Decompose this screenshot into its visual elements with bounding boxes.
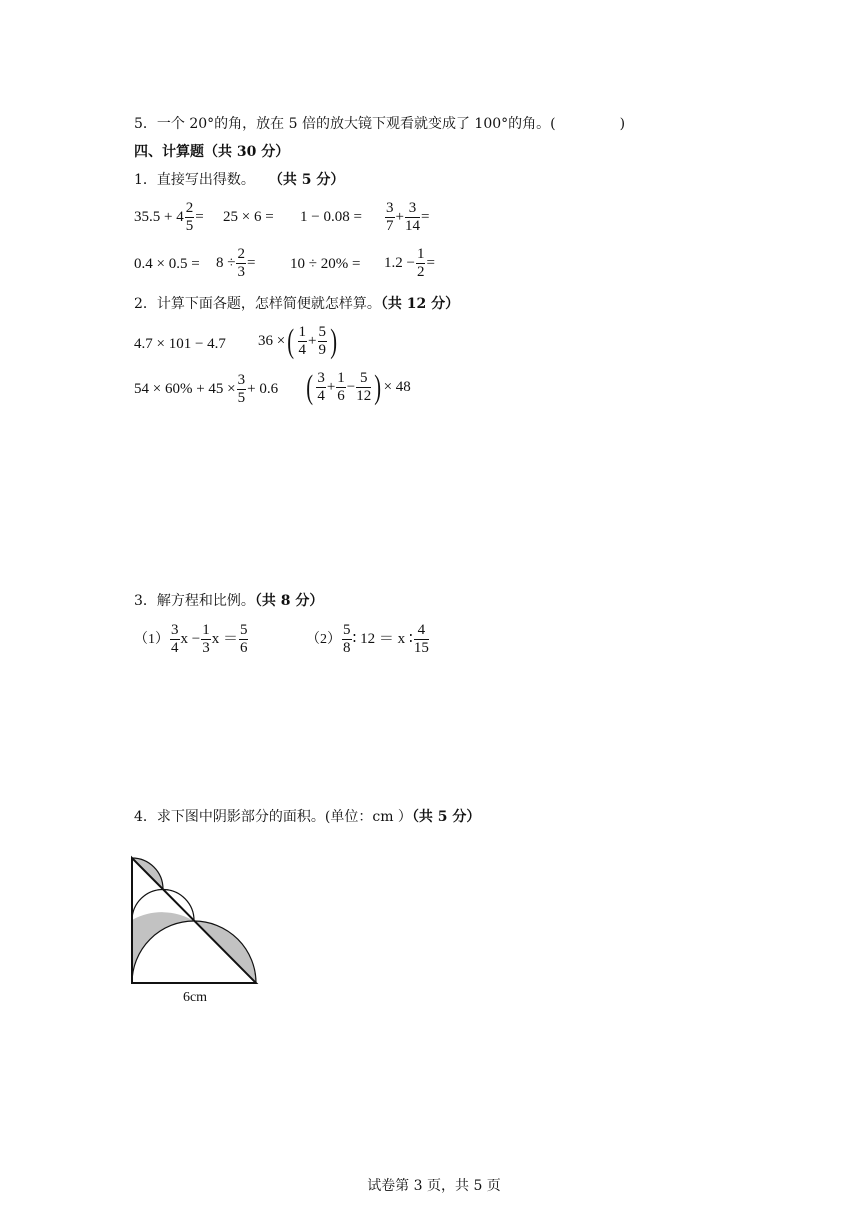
equals: = bbox=[420, 208, 430, 225]
expr-2-4 bbox=[304, 370, 411, 405]
fraction: $\frac{3}{5}$ bbox=[237, 372, 246, 406]
fraction: $\frac{3}{7}$ bbox=[386, 200, 394, 234]
expr-2-2 bbox=[258, 324, 339, 359]
fraction: $\frac{4}{15}$ bbox=[413, 622, 429, 656]
answer-bracket-close: ) bbox=[619, 116, 626, 132]
part-3-title: 3．解方程和比例。 bbox=[134, 593, 255, 609]
fraction: $\frac{5}{12}$ bbox=[356, 370, 372, 404]
left-paren: ( bbox=[287, 322, 295, 360]
part-1-score: （共 5 分） bbox=[268, 172, 345, 188]
equation-2 bbox=[306, 622, 430, 657]
equation-1 bbox=[134, 622, 249, 657]
fraction: $\frac{2}{3}$ bbox=[237, 246, 245, 280]
fraction: $\frac{3}{4}$ bbox=[317, 370, 325, 404]
fraction: $\frac{1}{6}$ bbox=[337, 370, 345, 404]
section-title: 四、计算题（共 30 分） bbox=[134, 144, 290, 160]
operator: + bbox=[395, 208, 404, 225]
fraction: $\frac{2}{5}$ bbox=[185, 200, 194, 234]
expr-text: ∶ 12 ＝ x ∶ bbox=[352, 630, 413, 647]
figure-dimension-label: 6cm bbox=[182, 990, 208, 1005]
fraction: $\frac{5}{6}$ bbox=[239, 622, 248, 656]
page-footer: 试卷第 3 页，共 5 页 bbox=[367, 1178, 501, 1194]
operator: + bbox=[308, 332, 317, 349]
expr-text: + 0.6 bbox=[247, 380, 279, 397]
equation-label: （1） bbox=[134, 631, 169, 647]
expr-text: x − bbox=[180, 630, 201, 647]
shaded-area-figure bbox=[120, 845, 280, 1015]
equation-label: （2） bbox=[306, 631, 341, 647]
part-2-heading bbox=[134, 295, 459, 313]
expr-2-1: 4.7 × 101 − 4.7 bbox=[134, 336, 226, 352]
expr-1-2: 25 × 6 = bbox=[223, 209, 274, 225]
part-2-title: 2．计算下面各题，怎样简便就怎样算。 bbox=[134, 296, 381, 312]
part-1-heading bbox=[134, 171, 344, 189]
part-4-title: 4．求下图中阴影部分的面积。(单位：cm ） bbox=[134, 809, 412, 825]
part-4-heading bbox=[134, 808, 480, 826]
left-paren: ( bbox=[306, 368, 314, 406]
expr-text: 36 × bbox=[258, 332, 286, 349]
equals: = bbox=[195, 208, 204, 225]
expr-1-4 bbox=[384, 200, 429, 235]
question-5 bbox=[134, 115, 625, 133]
expr-text: 54 × 60% + 45 × bbox=[134, 380, 236, 397]
part-3-score: （共 8 分） bbox=[254, 593, 324, 609]
fraction: $\frac{1}{2}$ bbox=[416, 246, 425, 280]
part-1-title: 1．直接写出得数。 bbox=[134, 172, 255, 188]
expr-1-6 bbox=[216, 246, 255, 281]
fraction: $\frac{3}{4}$ bbox=[171, 622, 179, 656]
expr-1-7: 10 ÷ 20% = bbox=[290, 256, 361, 272]
part-4-score: （共 5 分） bbox=[411, 809, 481, 825]
fraction: $\frac{3}{14}$ bbox=[404, 200, 420, 234]
equals: = bbox=[426, 254, 435, 271]
part-3-heading bbox=[134, 592, 323, 610]
fraction: $\frac{1}{4}$ bbox=[298, 324, 307, 358]
operator: − bbox=[346, 378, 356, 395]
right-paren: ) bbox=[374, 368, 382, 406]
expr-text: 8 ÷ bbox=[216, 254, 236, 271]
equals: = bbox=[246, 254, 256, 271]
fraction: $\frac{5}{8}$ bbox=[343, 622, 351, 656]
expr-1-8 bbox=[384, 246, 435, 281]
expr-text: x ＝ bbox=[211, 630, 238, 647]
expr-text: 1.2 − bbox=[384, 254, 415, 271]
expr-2-3 bbox=[134, 372, 278, 407]
expr-text: × 48 bbox=[383, 378, 411, 395]
expr-text: 35.5 + 4 bbox=[134, 208, 184, 225]
expr-1-3: 1 − 0.08 = bbox=[300, 209, 362, 225]
operator: + bbox=[326, 378, 336, 395]
expr-1-1 bbox=[134, 200, 204, 235]
part-2-score: （共 12 分） bbox=[380, 296, 460, 312]
question-5-text: 5．一个 20°的角，放在 5 倍的放大镜下观看就变成了 100°的角。( bbox=[134, 116, 556, 132]
expr-1-5: 0.4 × 0.5 = bbox=[134, 256, 200, 272]
fraction: $\frac{1}{3}$ bbox=[202, 622, 210, 656]
fraction: $\frac{5}{9}$ bbox=[318, 324, 327, 358]
right-paren: ) bbox=[330, 322, 338, 360]
